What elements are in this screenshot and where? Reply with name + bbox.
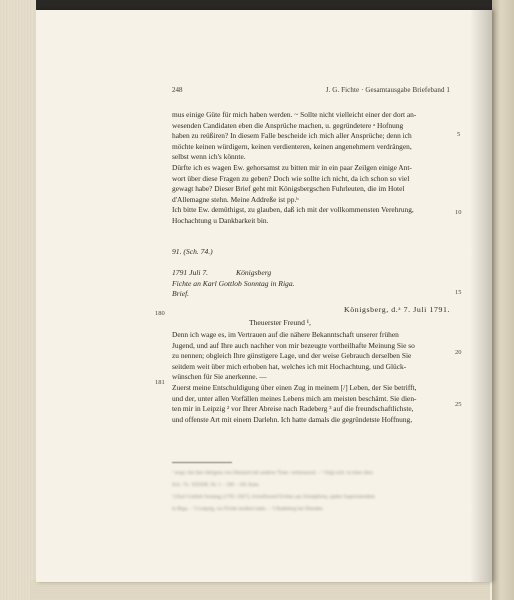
text-line: mus einige Güte für mich haben werden. ~ Sollte nicht vielleicht einer der dort an- <box>172 110 417 119</box>
footnote-line: Sch. 74.: XXXIII, Nr. 1 – 180 – 181 Anm. <box>172 482 260 488</box>
footnotes-blurred <box>172 470 450 518</box>
page-number: 248 <box>172 86 183 94</box>
text-line: Jugend, und auf Ihre auch nachher von mir bezeugte vortheilhafte Meinung Sie so <box>172 340 415 350</box>
letter-greeting: Theuerster Freund ¹, <box>249 318 311 327</box>
opening-paragraph <box>172 110 450 227</box>
text-line: wünschen für Sie anerkenne. — <box>172 372 267 382</box>
entry-kind: Brief. <box>172 289 190 299</box>
margin-line-number: 15 <box>455 289 462 296</box>
margin-line-number: 25 <box>455 401 462 408</box>
letter-body <box>172 330 450 425</box>
page-stack-bottom <box>30 580 490 600</box>
entry-recipient: Fichte an Karl Gottlob Sonntag in Riga. <box>172 278 295 288</box>
margin-page-ref: 181 <box>155 379 165 386</box>
footnote-line: ᵃ urspr. hin hier übrigens von Demand mit anderer Tinte: verbessernd. – ᵇ folgt schl. in einer dem <box>172 470 373 476</box>
entry-place: Königsberg <box>236 268 272 277</box>
text-line: ten mir in Leipzig ² vor Ihrer Abreise nach Radeberg ³ auf die freundschaftlichste, <box>172 404 414 414</box>
running-title: J. G. Fichte · Gesamtausgabe Briefeband 1 <box>325 86 450 94</box>
entry-meta <box>172 268 450 300</box>
text-line: und offenste Art mit einem Darlehn. Ich hatte damals die gegründetste Hoffnung, <box>172 414 413 424</box>
entry-date: 1791 Juli 7. <box>172 268 209 277</box>
text-line: selbst wenn ich's könnte. <box>172 152 246 162</box>
margin-line-number: 5 <box>457 131 461 138</box>
text-line: zu nennen; obgleich Ihre günstigere Lage, und der weise Gebrauch derselben Sie <box>172 351 412 361</box>
text-line: gewagt habe? Dieser Brief geht mit Königsbergschen Fuhrleuten, die im Hotel <box>172 184 405 194</box>
letter-place-date: Königsberg, d.ᵃ 7. Juli 1791. <box>343 305 450 314</box>
margin-page-ref: 180 <box>155 310 165 317</box>
facing-page-edge <box>492 0 514 600</box>
margin-line-number: 10 <box>455 209 462 216</box>
margin-line-number: 20 <box>455 349 462 356</box>
text-line: Dürfte ich es wagen Ew. gehorsamst zu bitten mir in ein paar Zeilgen einige Ant- <box>172 162 412 172</box>
page-gutter-shadow <box>470 10 492 582</box>
text-line: Hochachtung u Dankbarkeit bin. <box>172 215 269 225</box>
entry-number: 91. (Sch. 74.) <box>172 247 213 256</box>
footnote-line: in Riga. – ²) Leipzig, wo Fichte studiert hatte. – ³) Radeberg bei Dresden. <box>172 506 324 512</box>
text-line: Denn ich wage es, im Vertrauen auf die nähere Bekanntschaft unserer frühen <box>172 330 399 339</box>
text-line: Ich bitte Ew. demüthigst, zu glauben, daß ich mit der vollkommensten Verehrung, <box>172 205 414 215</box>
scan-top-edge <box>0 0 514 10</box>
text-line: d'Allemagne stehn. Meine Addreße ist pp.ᵇ <box>172 194 299 204</box>
text-line: und der, unter allen Vorfällen meines Lebens mich am meisten beschämt. Sie dien- <box>172 393 417 403</box>
page-stack-left <box>0 0 36 600</box>
text-line: möchte keinen würdigern, keinen verdienteren, keinen angenehmern verdrängen, <box>172 141 412 151</box>
text-line: wesenden Candidaten eben die Ansprüche machen, u. gegründetere ᵃ Hofnung <box>172 120 404 130</box>
text-line: Zuerst meine Entschuldigung über einen Zug in meinem [/] Leben, der Sie betrifft, <box>172 382 417 392</box>
footnote-rule <box>172 462 232 463</box>
text-line: wort über diese Fragen zu geben? Doch wie sollte ich nicht, da ich schon so viel <box>172 173 410 183</box>
text-line: haben zu reüßiren? In diesem Falle bescheide ich mich aller Ansprüche; denn ich <box>172 131 412 141</box>
text-line: seitdem weit über mich erhoben hat, welches ich mit Hochachtung, und Glück- <box>172 361 407 371</box>
entry-date-row <box>172 268 450 279</box>
footnote-line: ¹) Karl Gottlob Sonntag (1765–1827), Schulfreund Fichtes aus Schulpforta, später Superintendent <box>172 494 375 500</box>
